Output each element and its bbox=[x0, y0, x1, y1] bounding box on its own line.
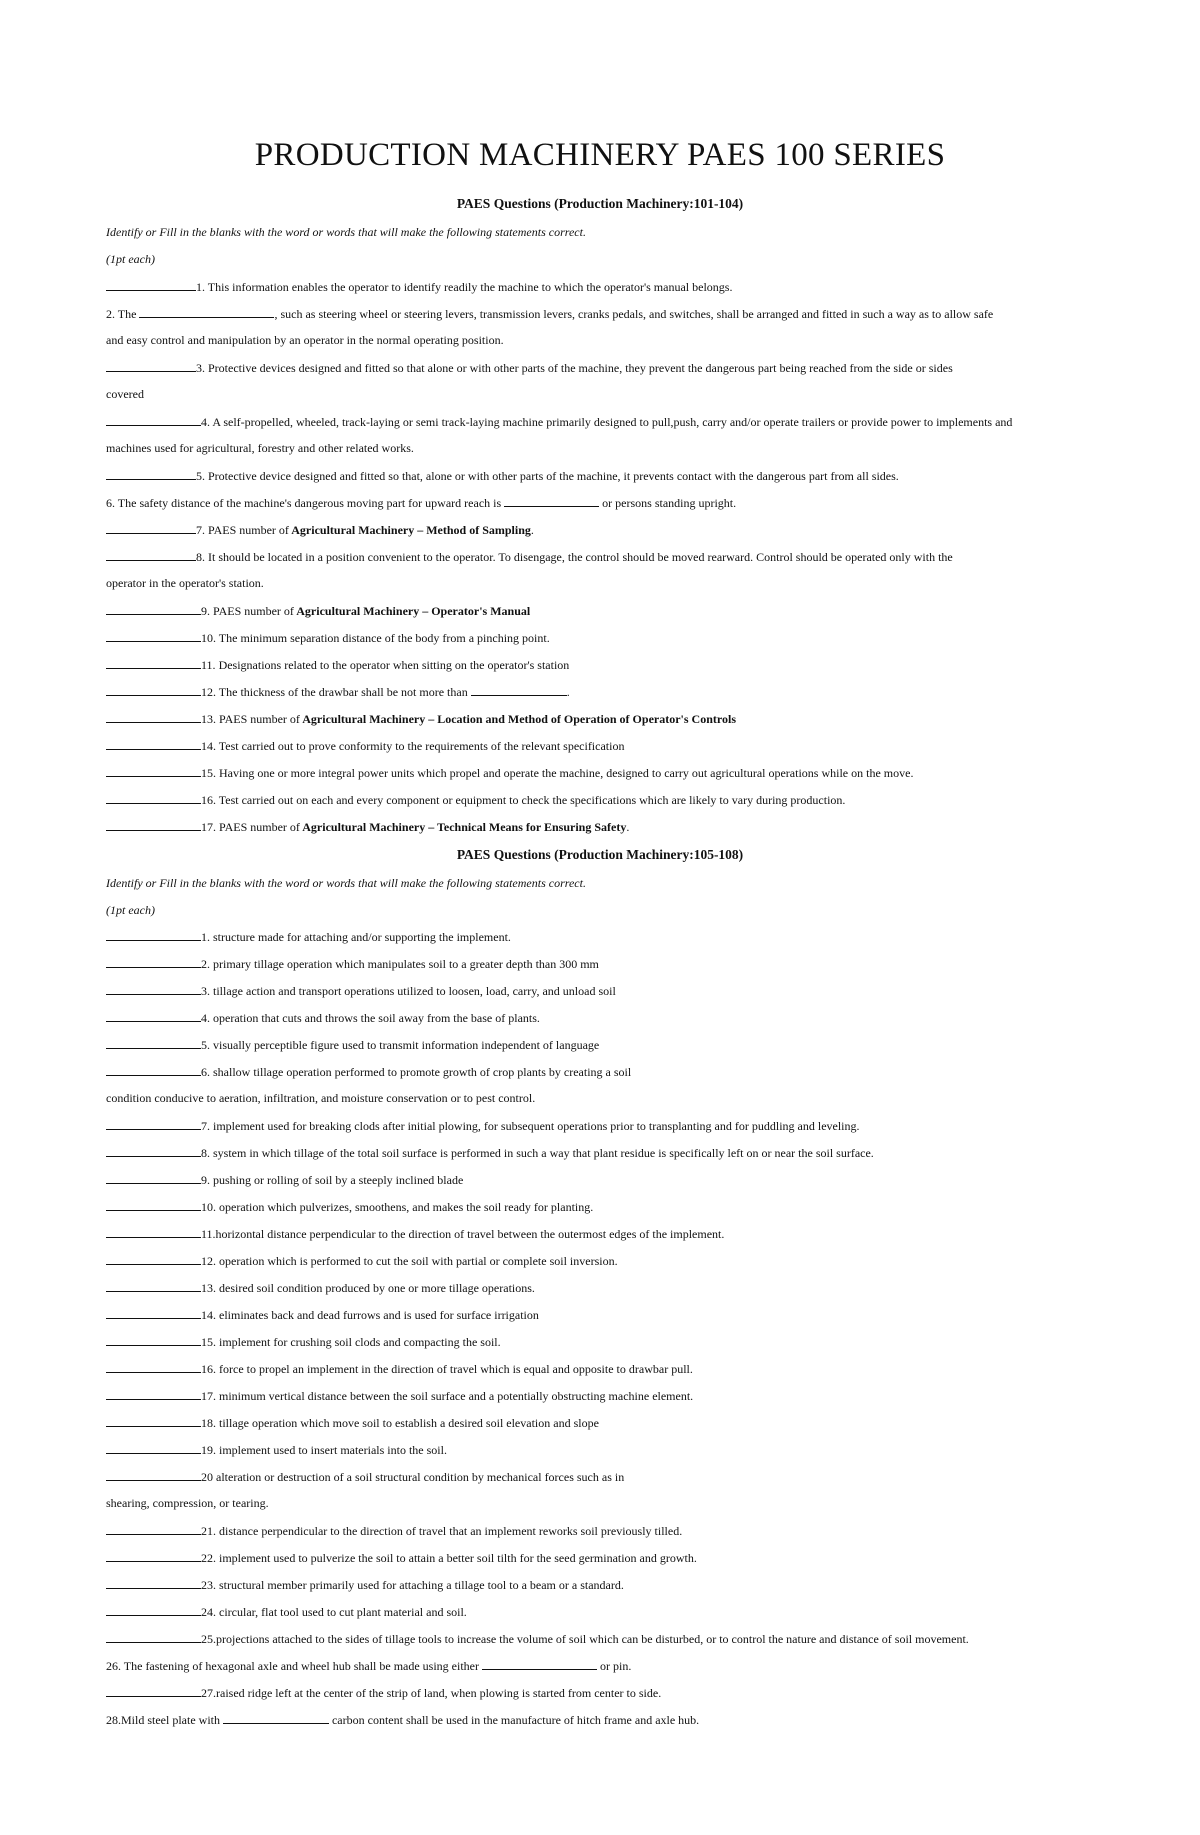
answer-blank[interactable] bbox=[106, 1523, 201, 1535]
answer-blank[interactable] bbox=[106, 522, 196, 534]
section-2-instruction: Identify or Fill in the blanks with the word or words that will make the following statements correct. bbox=[106, 876, 586, 890]
question-row: 6. shallow tillage operation performed to promote growth of crop plants by creating a soil bbox=[106, 1064, 1096, 1079]
question-row: 8. system in which tillage of the total soil surface is performed in such a way that plant residue is specifically left on or near the soil surface. bbox=[106, 1145, 1096, 1160]
answer-blank[interactable] bbox=[482, 1658, 597, 1670]
question-row: 24. circular, flat tool used to cut plant material and soil. bbox=[106, 1604, 1096, 1619]
question-row: 16. force to propel an implement in the direction of travel which is equal and opposite to drawbar pull. bbox=[106, 1361, 1096, 1376]
question-row-continued: and easy control and manipulation by an operator in the normal operating position. bbox=[106, 333, 504, 347]
answer-blank[interactable] bbox=[106, 1685, 201, 1697]
answer-blank[interactable] bbox=[106, 1550, 201, 1562]
question-row-continued: machines used for agricultural, forestry and other related works. bbox=[106, 441, 414, 455]
section-1-points: (1pt each) bbox=[106, 252, 155, 266]
answer-blank[interactable] bbox=[106, 1334, 201, 1346]
question-row: 14. eliminates back and dead furrows and is used for surface irrigation bbox=[106, 1307, 1096, 1322]
answer-blank[interactable] bbox=[106, 1199, 201, 1211]
question-row: 15. implement for crushing soil clods and compacting the soil. bbox=[106, 1334, 1096, 1349]
question-row: 6. The safety distance of the machine's dangerous moving part for upward reach is or persons standing upright. bbox=[106, 496, 737, 510]
answer-blank[interactable] bbox=[106, 360, 196, 372]
question-row: 9. PAES number of Agricultural Machinery – Operator's Manual bbox=[106, 603, 1096, 618]
answer-blank[interactable] bbox=[106, 1442, 201, 1454]
question-row: 7. implement used for breaking clods after initial plowing, for subsequent operations prior to transplanting and for puddling and leveling. bbox=[106, 1118, 1096, 1133]
question-row: 3. tillage action and transport operations utilized to loosen, load, carry, and unload soil bbox=[106, 983, 1096, 998]
question-row: 4. A self-propelled, wheeled, track-laying or semi track-laying machine primarily designed to pull,push, carry and/or operate trailers or provide power to implements and bbox=[106, 414, 1096, 429]
question-row-continued: shearing, compression, or tearing. bbox=[106, 1496, 269, 1510]
answer-blank[interactable] bbox=[106, 1577, 201, 1589]
answer-blank[interactable] bbox=[106, 414, 201, 426]
question-row: 17. PAES number of Agricultural Machinery – Technical Means for Ensuring Safety. bbox=[106, 819, 1096, 834]
answer-blank[interactable] bbox=[106, 1226, 201, 1238]
question-row: 19. implement used to insert materials into the soil. bbox=[106, 1442, 1096, 1457]
question-row: 25.projections attached to the sides of tillage tools to increase the volume of soil which can be disturbed, or to control the nature and distance of soil movement. bbox=[106, 1631, 1096, 1646]
question-row: 14. Test carried out to prove conformity to the requirements of the relevant specification bbox=[106, 738, 1096, 753]
answer-blank[interactable] bbox=[106, 279, 196, 291]
section-2-heading: PAES Questions (Production Machinery:105-108) bbox=[456, 847, 744, 862]
question-row: 5. visually perceptible figure used to transmit information independent of language bbox=[106, 1037, 1096, 1052]
question-row: 15. Having one or more integral power units which propel and operate the machine, designed to carry out agricultural operations while on the move. bbox=[106, 765, 1096, 780]
section-1-heading: PAES Questions (Production Machinery:101-104) bbox=[456, 196, 744, 211]
answer-blank[interactable] bbox=[106, 1118, 201, 1130]
answer-blank[interactable] bbox=[106, 468, 196, 480]
question-row: 13. desired soil condition produced by one or more tillage operations. bbox=[106, 1280, 1096, 1295]
answer-blank[interactable] bbox=[106, 1604, 201, 1616]
question-row: 13. PAES number of Agricultural Machinery – Location and Method of Operation of Operator's Controls bbox=[106, 711, 1096, 726]
question-row: 12. The thickness of the drawbar shall be not more than . bbox=[106, 684, 1096, 699]
answer-blank[interactable] bbox=[106, 956, 201, 968]
answer-blank[interactable] bbox=[106, 630, 201, 642]
answer-blank[interactable] bbox=[106, 738, 201, 750]
question-row: 8. It should be located in a position convenient to the operator. To disengage, the control should be moved rearward. Control should be operated only with the bbox=[106, 549, 1096, 564]
answer-blank[interactable] bbox=[106, 1253, 201, 1265]
answer-blank[interactable] bbox=[106, 983, 201, 995]
question-row: 9. pushing or rolling of soil by a steeply inclined blade bbox=[106, 1172, 1096, 1187]
question-row: 17. minimum vertical distance between the soil surface and a potentially obstructing machine element. bbox=[106, 1388, 1096, 1403]
question-row: 11.horizontal distance perpendicular to the direction of travel between the outermost edges of the implement. bbox=[106, 1226, 1096, 1241]
question-row: 27.raised ridge left at the center of the strip of land, when plowing is started from center to side. bbox=[106, 1685, 1096, 1700]
answer-blank[interactable] bbox=[139, 306, 274, 318]
question-row: 5. Protective device designed and fitted so that, alone or with other parts of the machine, it prevents contact with the dangerous part from all sides. bbox=[106, 468, 1096, 483]
question-row: 2. The , such as steering wheel or steering levers, transmission levers, cranks pedals, and switches, shall be arranged and fitted in such a way as to allow safe bbox=[106, 307, 994, 321]
question-row: 10. operation which pulverizes, smoothens, and makes the soil ready for planting. bbox=[106, 1199, 1096, 1214]
section-1-instruction: Identify or Fill in the blanks with the word or words that will make the following statements correct. bbox=[106, 225, 586, 239]
question-row: 2. primary tillage operation which manipulates soil to a greater depth than 300 mm bbox=[106, 956, 1096, 971]
answer-blank[interactable] bbox=[106, 684, 201, 696]
question-row: 26. The fastening of hexagonal axle and wheel hub shall be made using either or pin. bbox=[106, 1659, 632, 1673]
answer-blank[interactable] bbox=[106, 549, 196, 561]
answer-blank[interactable] bbox=[106, 603, 201, 615]
section-2-points: (1pt each) bbox=[106, 903, 155, 917]
answer-blank[interactable] bbox=[106, 929, 201, 941]
question-row: 20 alteration or destruction of a soil structural condition by mechanical forces such as in bbox=[106, 1469, 1096, 1484]
question-row-continued: operator in the operator's station. bbox=[106, 576, 264, 590]
question-row: 12. operation which is performed to cut the soil with partial or complete soil inversion. bbox=[106, 1253, 1096, 1268]
question-row: 7. PAES number of Agricultural Machinery – Method of Sampling. bbox=[106, 522, 1096, 537]
question-row-continued: condition conducive to aeration, infiltration, and moisture conservation or to pest control. bbox=[106, 1091, 536, 1105]
answer-blank[interactable] bbox=[106, 711, 201, 723]
answer-blank[interactable] bbox=[504, 495, 599, 507]
answer-blank[interactable] bbox=[106, 1010, 201, 1022]
answer-blank[interactable] bbox=[106, 1172, 201, 1184]
question-row: 23. structural member primarily used for attaching a tillage tool to a beam or a standard. bbox=[106, 1577, 1096, 1592]
question-row: 10. The minimum separation distance of the body from a pinching point. bbox=[106, 630, 1096, 645]
question-row: 21. distance perpendicular to the direction of travel that an implement reworks soil previously tilled. bbox=[106, 1523, 1096, 1538]
answer-blank[interactable] bbox=[106, 1415, 201, 1427]
answer-blank[interactable] bbox=[106, 1145, 201, 1157]
answer-blank[interactable] bbox=[106, 1388, 201, 1400]
question-row: 1. structure made for attaching and/or supporting the implement. bbox=[106, 929, 1096, 944]
answer-blank[interactable] bbox=[471, 684, 567, 696]
answer-blank[interactable] bbox=[106, 1307, 201, 1319]
answer-blank[interactable] bbox=[106, 792, 201, 804]
answer-blank[interactable] bbox=[106, 1037, 201, 1049]
answer-blank[interactable] bbox=[106, 1469, 201, 1481]
answer-blank[interactable] bbox=[106, 819, 201, 831]
answer-blank[interactable] bbox=[106, 1280, 201, 1292]
question-row: 3. Protective devices designed and fitted so that alone or with other parts of the machine, they prevent the dangerous part being reached from the side or sides bbox=[106, 360, 1096, 375]
question-row: 11. Designations related to the operator when sitting on the operator's station bbox=[106, 657, 1096, 672]
answer-blank[interactable] bbox=[106, 765, 201, 777]
question-row: 4. operation that cuts and throws the soil away from the base of plants. bbox=[106, 1010, 1096, 1025]
answer-blank[interactable] bbox=[106, 657, 201, 669]
question-row: 1. This information enables the operator to identify readily the machine to which the operator's manual belongs. bbox=[106, 279, 1096, 294]
answer-blank[interactable] bbox=[223, 1712, 329, 1724]
question-row: 16. Test carried out on each and every component or equipment to check the specifications which are likely to vary during production. bbox=[106, 792, 1096, 807]
answer-blank[interactable] bbox=[106, 1631, 201, 1643]
answer-blank[interactable] bbox=[106, 1361, 201, 1373]
question-row: 28.Mild steel plate with carbon content shall be used in the manufacture of hitch frame and axle hub. bbox=[106, 1713, 700, 1727]
question-row-continued: covered bbox=[106, 387, 144, 401]
page-title: PRODUCTION MACHINERY PAES 100 SERIES bbox=[254, 137, 946, 173]
question-row: 18. tillage operation which move soil to establish a desired soil elevation and slope bbox=[106, 1415, 1096, 1430]
answer-blank[interactable] bbox=[106, 1064, 201, 1076]
question-row: 22. implement used to pulverize the soil to attain a better soil tilth for the seed germination and growth. bbox=[106, 1550, 1096, 1565]
